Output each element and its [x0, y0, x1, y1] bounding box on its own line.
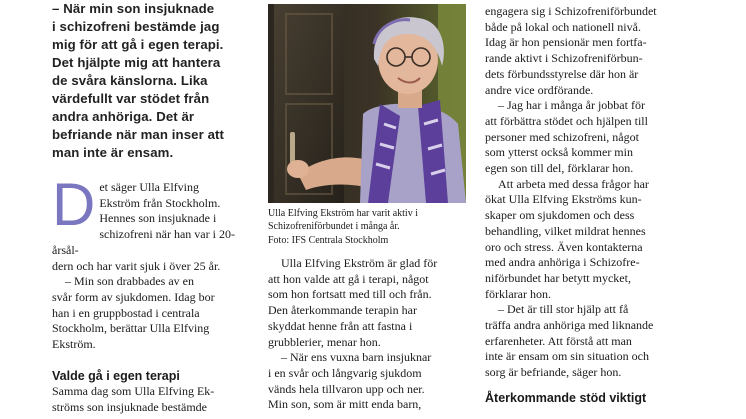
caption-line: Ulla Elfving Ekström har varit aktiv i — [268, 208, 418, 219]
text-line: – När ens vuxna barn insjuknar — [281, 350, 432, 365]
text-line: erfarenheter. Att förstå att man — [485, 333, 632, 348]
text-line: – Det är till stor hjälp att få — [498, 302, 629, 317]
lead-quote — [52, 0, 252, 162]
text-line: engagera sig i Schizofreniförbundet — [485, 4, 657, 18]
text-line: träffa andra anhöriga med liknande — [485, 318, 654, 333]
photo-credit: Foto: IFS Centrala Stockholm — [268, 234, 389, 246]
text-line: behandling, vilket mildrat hennes — [485, 223, 646, 238]
text-line: schizofreni när han var i 20-årsål- — [52, 227, 235, 257]
lead-line: – När min son insjuknade — [52, 1, 215, 16]
text-line: Ekström. — [52, 337, 96, 352]
photo-illustration — [268, 4, 466, 203]
text-line: ströms son insjuknade bestämde — [52, 400, 207, 415]
text-line: med andra anhöriga i Schizofre- — [485, 255, 640, 270]
lead-line: befriande när man inser att — [52, 127, 224, 142]
text-line: skaper om sjukdomen och dess — [485, 208, 635, 223]
text-line: dern och har varit sjuk i över 25 år. — [52, 258, 221, 273]
paragraph — [485, 4, 699, 98]
text-line: Den återkommande terapin har — [268, 303, 417, 318]
text-line: förklarar hon. — [485, 286, 551, 301]
text-line: sorg är befriande, säger hon. — [485, 365, 622, 380]
text-line: oro och stress. Även kontakterna — [485, 239, 643, 254]
text-line: dets förbundsstyrelse där hon är — [485, 66, 639, 81]
text-line: både på lokal och nationell nivå. — [485, 19, 641, 34]
text-line: Hennes son insjuknade i — [99, 211, 217, 226]
lead-line: de svåra känslorna. Lika — [52, 73, 208, 88]
text-line: Idag är hon pensionär men fortfa- — [485, 35, 647, 50]
paragraph — [268, 350, 468, 413]
text-line: grubblerier, menar hon. — [268, 334, 381, 349]
text-line: niförbundet har betytt mycket, — [485, 270, 631, 285]
text-line: andre vice ordförande. — [485, 82, 594, 97]
paragraph — [268, 256, 468, 350]
text-line: Att arbeta med dessa frågor har — [498, 176, 649, 191]
text-line: ökat Ulla Elfving Ekströms kun- — [485, 192, 642, 207]
text-line: vänds hela tillvaron upp och ner. — [268, 381, 425, 396]
text-line: att förbättra stödet och hjälpen till — [485, 113, 648, 128]
text-line: Min son, som är mitt enda barn, — [268, 397, 422, 412]
lead-line: mig för att gå i egen terapi. — [52, 37, 224, 52]
lead-line: värdefullt var stödet från — [52, 91, 210, 106]
text-line: som hon fortsatt med till och från. — [268, 287, 432, 302]
paragraph — [485, 177, 699, 303]
text-line: i en svår och långvarig sjukdom — [268, 365, 422, 380]
text-line: inte är ensam om sin situation och — [485, 349, 649, 364]
text-line: personer med schizofreni, något — [485, 129, 639, 144]
text-line: Ulla Elfving Ekström är glad för — [281, 256, 438, 270]
text-line: Samma dag som Ulla Elfving Ek- — [52, 384, 215, 399]
text-line: – Min son drabbades av en — [65, 274, 194, 289]
text-line: egen son till del, förklarar hon. — [485, 161, 634, 176]
text-line: svår form av sjukdomen. Idag bor — [52, 289, 215, 304]
intro-paragraph — [52, 171, 252, 274]
column-2 — [268, 256, 468, 413]
lead-line: Det hjälpte mig att hantera — [52, 55, 221, 70]
portrait-photo — [268, 4, 466, 203]
lead-line: andra anhöriga. Det är — [52, 109, 195, 124]
paragraph — [52, 274, 252, 353]
text-line: skyddat henne från att fastna i — [268, 318, 413, 333]
text-line: han i en gruppbostad i centrala — [52, 305, 200, 320]
dropcap-letter: D — [52, 171, 96, 238]
photo-caption — [268, 207, 468, 247]
subheading: Återkommande stöd viktigt — [485, 390, 647, 405]
paragraph — [485, 302, 699, 381]
paragraph — [52, 384, 252, 415]
caption-line: Schizofreniförbundet i många år. — [268, 221, 400, 233]
column-1 — [52, 0, 252, 416]
text-line: – Jag har i många år jobbat för — [498, 98, 645, 113]
text-line: Stockholm, berättar Ulla Elfving — [52, 321, 210, 336]
text-line: et säger Ulla Elfving — [99, 180, 199, 194]
lead-line: man inte är ensam. — [52, 145, 174, 160]
text-line: att hon valde att gå i terapi, något — [268, 271, 429, 286]
subheading: Valde gå i egen terapi — [52, 368, 180, 383]
column-3 — [485, 4, 699, 407]
text-line: Ekström från Stockholm. — [99, 195, 221, 210]
text-line: rande aktivt i Schizofreniförbun- — [485, 51, 643, 66]
lead-line: i schizofreni bestämde jag — [52, 19, 220, 34]
paragraph — [485, 98, 699, 177]
text-line: som ytterst också kommer min — [485, 145, 633, 160]
